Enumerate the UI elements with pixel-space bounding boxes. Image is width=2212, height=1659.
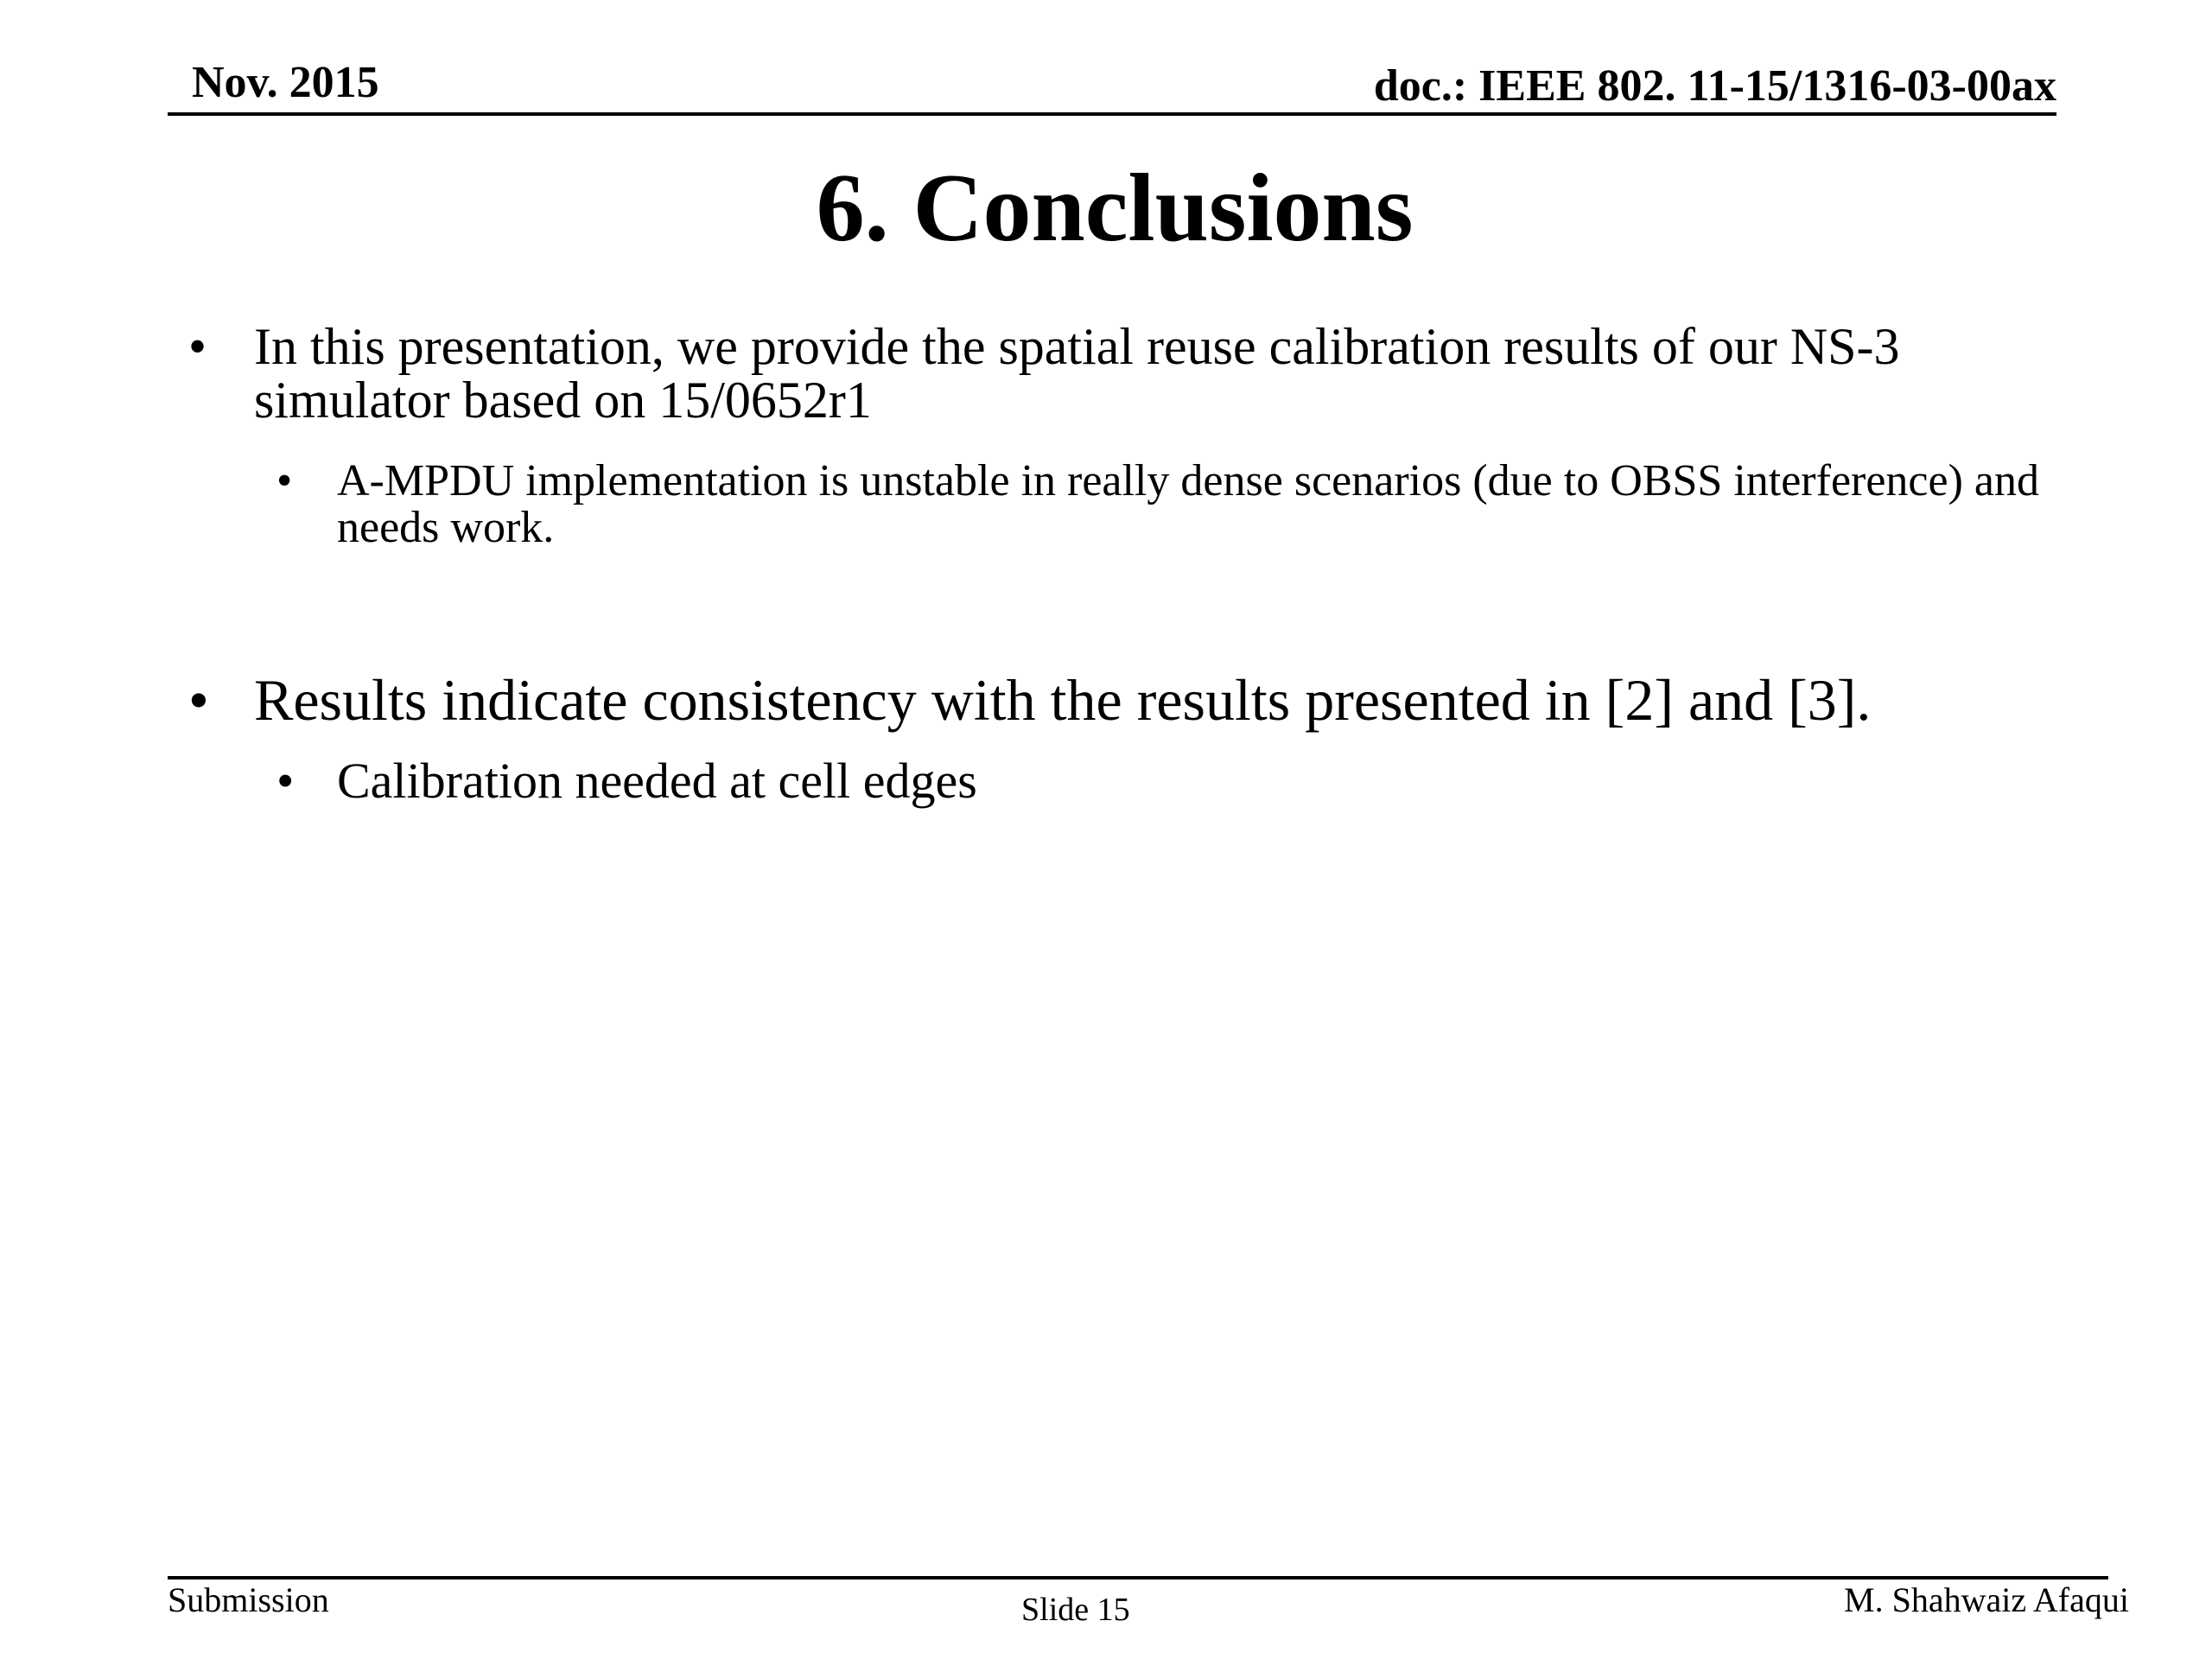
sub-bullet-icon: • [276,753,295,809]
header-doc-id: doc.: IEEE 802. 11-15/1316-03-00ax [1373,61,2056,111]
footer-submission: Submission [168,1580,329,1619]
sub-bullet-text: Calibration needed at cell edges [337,753,977,809]
bullet-icon: • [188,318,207,375]
bullet-item [188,320,2039,427]
header-date: Nov. 2015 [192,58,379,107]
slide-number: Slide 15 [1021,1592,1130,1628]
bullet-icon: • [188,667,209,733]
bullet-text: Results indicate consistency with the results presented in [2] and [3]. [254,667,1872,733]
footer-author: M. Shahwaiz Afaqui [1844,1580,2129,1619]
header-divider [168,112,2056,116]
sub-bullet-item [188,458,2039,551]
footer-divider [168,1576,2108,1580]
sub-bullet-item [188,755,2039,807]
slide-title: 6. Conclusions [816,155,1414,262]
slide-body [188,320,2039,807]
sub-bullet-icon: • [276,456,293,505]
sub-bullet-text: A-MPDU implementation is unstable in really dense scenarios (due to OBSS interference) and needs work. [337,456,2039,552]
bullet-item [188,669,2039,731]
bullet-text: In this presentation, we provide the spatial reuse calibration results of our NS-3 simulator based on 15/0652r1 [254,318,1900,429]
